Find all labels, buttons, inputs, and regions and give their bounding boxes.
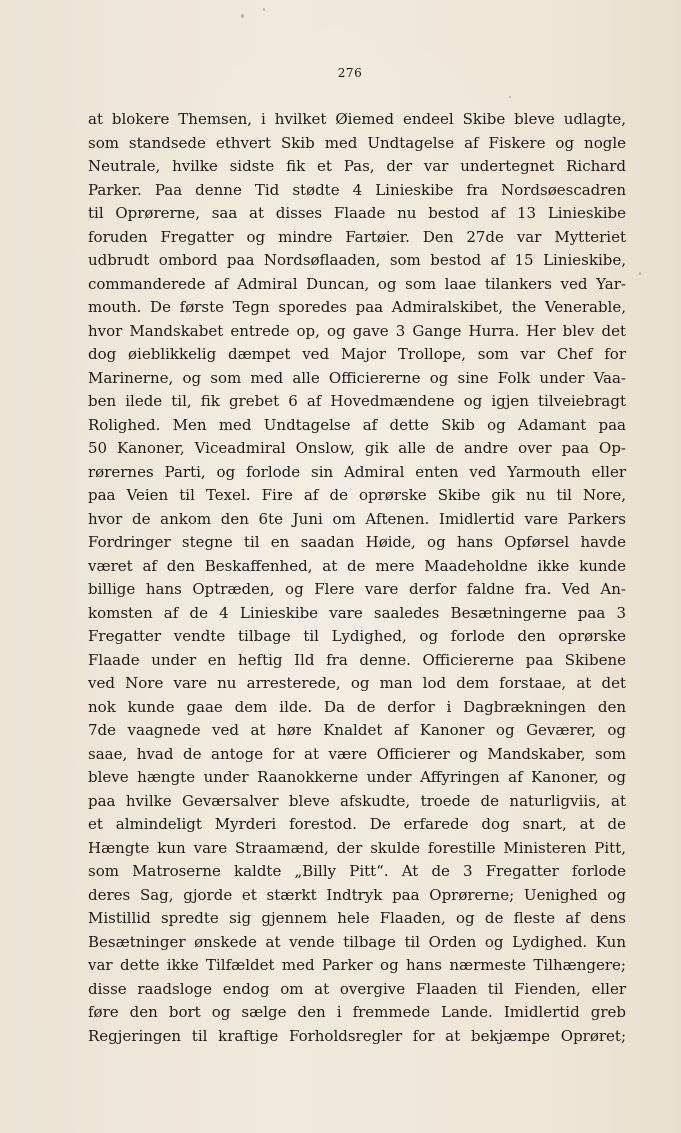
text-line: paa hvilke Geværsalver bleve afskudte, troede de naturligviis, at	[88, 791, 626, 810]
text-line: Mistillid spredte sig gjennem hele Flaaden, og de fleste af dens	[88, 909, 626, 927]
text-line: disse raadsloge endog om at overgive Flaaden til Fienden, eller	[88, 979, 626, 998]
text-line: Parker. Paa denne Tid stødte 4 Linieskibe fra Nordsøescadren	[88, 180, 626, 199]
text-line: rørernes Parti, og forlode sin Admiral enten ved Yarmouth eller	[88, 462, 626, 481]
page-number: 276	[337, 66, 363, 80]
text-line: nok kunde gaae dem ilde. Da de derfor i Dagbrækningen den	[88, 697, 626, 716]
text-line: Hængte kun vare Straamænd, der skulde forestille Ministeren Pitt,	[88, 838, 626, 857]
text-line: komsten af de 4 Linieskibe vare saaledes Besætningerne paa 3	[88, 603, 626, 622]
text-line: mouth. De første Tegn sporedes paa Admiralskibet, the Venerable,	[88, 298, 626, 316]
body-text	[88, 108, 626, 1048]
paper-speck	[509, 96, 511, 98]
text-line: været af den Beskaffenhed, at de mere Maadeholdne ikke kunde	[88, 556, 626, 575]
text-line: udbrudt ombord paa Nordsøflaaden, som bestod af 15 Linieskibe,	[88, 251, 626, 269]
text-line: Marinerne, og som med alle Officiererne og sine Folk under Vaa-	[88, 368, 626, 387]
text-line: saae, hvad de antoge for at være Officierer og Mandskaber, som	[88, 744, 626, 763]
text-line: et almindeligt Myrderi forestod. De erfarede dog snart, at de	[88, 815, 626, 833]
text-line: var dette ikke Tilfældet med Parker og hans nærmeste Tilhængere;	[88, 956, 626, 974]
paper-speck	[639, 272, 641, 275]
text-line: føre den bort og sælge den i fremmede Lande. Imidlertid greb	[88, 1003, 626, 1021]
text-line: ben ilede til, fik grebet 6 af Hovedmændene og igjen tilveiebragt	[88, 392, 626, 410]
text-line: som standsede ethvert Skib med Undtagelse af Fiskere og nogle	[88, 133, 626, 152]
paper-speck	[241, 14, 244, 18]
text-line: som Matroserne kaldte „Billy Pitt“. At de 3 Fregatter forlode	[88, 862, 626, 880]
paper-speck	[263, 8, 265, 11]
text-line: Rolighed. Men med Undtagelse af dette Skib og Adamant paa	[88, 415, 626, 434]
text-line: ved Nore vare nu arresterede, og man lod dem forstaae, at det	[88, 674, 626, 692]
text-line: dog øieblikkelig dæmpet ved Major Trollope, som var Chef for	[88, 345, 626, 363]
text-line: billige hans Optræden, og Flere vare derfor faldne fra. Ved An-	[88, 580, 626, 598]
text-line: hvor Mandskabet entrede op, og gave 3 Gange Hurra. Her blev det	[88, 321, 626, 340]
text-line: Besætninger ønskede at vende tilbage til Orden og Lydighed. Kun	[88, 932, 626, 951]
text-line: Fordringer stegne til en saadan Høide, og hans Opførsel havde	[88, 533, 626, 551]
text-line: 7de vaagnede ved at høre Knaldet af Kanoner og Geværer, og	[88, 721, 626, 739]
text-line: Fregatter vendte tilbage til Lydighed, og forlode den oprørske	[88, 627, 626, 645]
text-line: hvor de ankom den 6te Juni om Aftenen. Imidlertid vare Parkers	[88, 509, 626, 528]
text-line: bleve hængte under Raanokkerne under Affyringen af Kanoner, og	[88, 768, 626, 786]
text-line: Regjeringen til kraftige Forholdsregler for at bekjæmpe Oprøret;	[88, 1026, 626, 1045]
text-line: foruden Fregatter og mindre Fartøier. Den 27de var Mytteriet	[88, 227, 626, 246]
text-line: 50 Kanoner, Viceadmiral Onslow, gik alle de andre over paa Op-	[88, 439, 626, 457]
text-line: commanderede af Admiral Duncan, og som laae tilankers ved Yar-	[88, 274, 626, 293]
text-line: til Oprørerne, saa at disses Flaade nu bestod af 13 Linieskibe	[88, 204, 626, 222]
text-line: paa Veien til Texel. Fire af de oprørske Skibe gik nu til Nore,	[88, 486, 626, 504]
text-line: deres Sag, gjorde et stærkt Indtryk paa Oprørerne; Uenighed og	[88, 885, 626, 904]
text-line: Neutrale, hvilke sidste fik et Pas, der var undertegnet Richard	[88, 157, 626, 175]
text-line: Flaade under en heftig Ild fra denne. Officiererne paa Skibene	[88, 650, 626, 669]
text-line: at blokere Themsen, i hvilket Øiemed endeel Skibe bleve udlagte,	[88, 110, 626, 128]
